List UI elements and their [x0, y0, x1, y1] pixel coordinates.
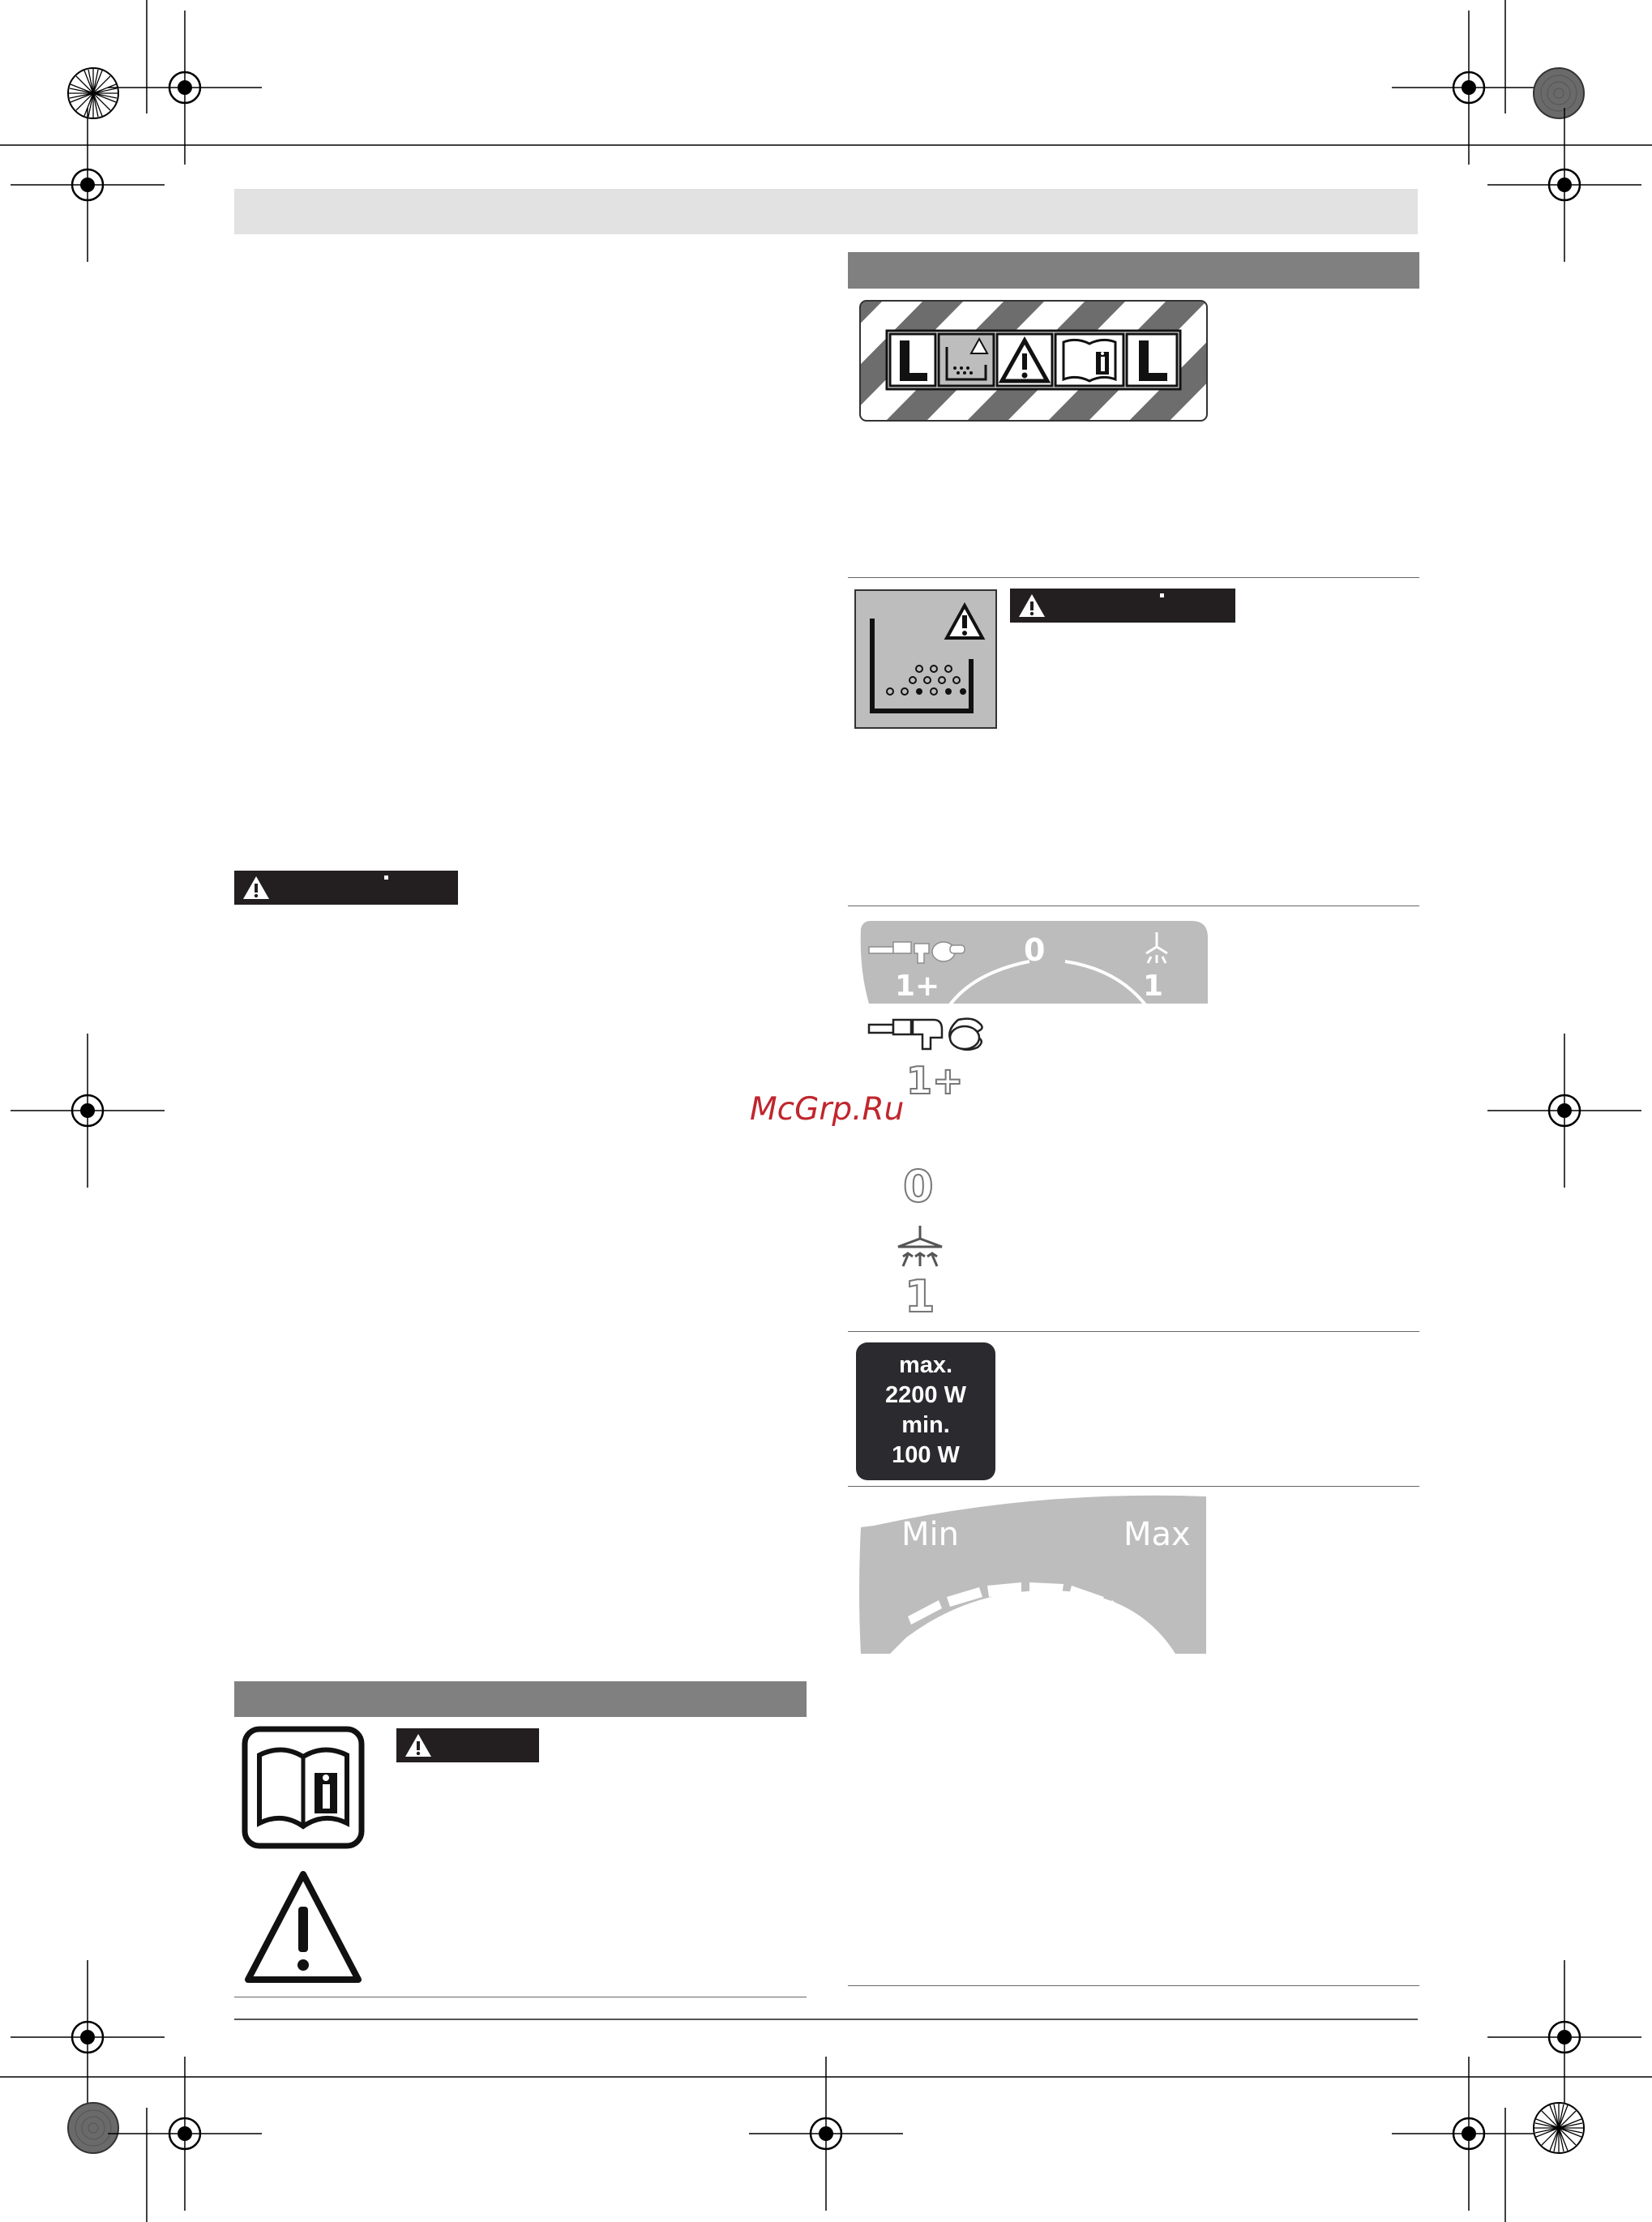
- dial-right-value: 1: [1143, 970, 1164, 1003]
- divider: [848, 577, 1419, 578]
- warning-triangle-icon: [242, 875, 270, 901]
- warning-label: [1010, 589, 1235, 623]
- max-value: 2200 W: [885, 1382, 966, 1408]
- divider: [848, 1985, 1419, 1986]
- min-value: 100 W: [892, 1442, 960, 1468]
- dial-center-value: 0: [1024, 932, 1046, 968]
- mode-off-symbol: 0: [903, 1161, 934, 1212]
- label-mark: [1160, 593, 1164, 597]
- manual-icon: [242, 1726, 365, 1849]
- dust-hazard-icon: [939, 334, 994, 386]
- warning-label-manual: [396, 1728, 539, 1762]
- mode-on-symbol: 1: [905, 1271, 935, 1322]
- suction-max-label: Max: [1123, 1516, 1191, 1553]
- dial-left-value: 1+: [895, 970, 940, 1003]
- power-rating-label: [856, 1342, 995, 1480]
- mode-plus-symbol: 1+: [906, 1059, 964, 1102]
- warning-triangle-icon: [997, 334, 1052, 386]
- manual-icon: [1055, 334, 1123, 386]
- divider: [848, 1331, 1419, 1332]
- suction-min-label: Min: [901, 1516, 959, 1553]
- min-label: min.: [901, 1412, 950, 1438]
- l-class-icon: [890, 334, 935, 386]
- dust-hazard-icon: [854, 589, 997, 729]
- page-bottom-rule: [234, 2019, 1418, 2020]
- divider: [848, 905, 1419, 906]
- warning-triangle-icon: [242, 1866, 365, 1989]
- l-class-icon-right: [1127, 334, 1177, 386]
- label-mark: [384, 876, 388, 880]
- vacuum-icon: [892, 1224, 948, 1273]
- header-bar: [234, 189, 1418, 234]
- watermark: McGrp.Ru: [750, 1091, 905, 1128]
- divider: [848, 1486, 1419, 1487]
- hazard-label: [859, 300, 1209, 423]
- warning-triangle-icon: [404, 1732, 432, 1758]
- warning-label-left: [234, 871, 458, 905]
- section-bar-left: [234, 1681, 807, 1717]
- warning-triangle-icon: [1018, 593, 1046, 619]
- section-bar-right: [848, 252, 1419, 289]
- max-label: max.: [898, 1352, 953, 1378]
- power-tool-icon: [866, 1015, 995, 1055]
